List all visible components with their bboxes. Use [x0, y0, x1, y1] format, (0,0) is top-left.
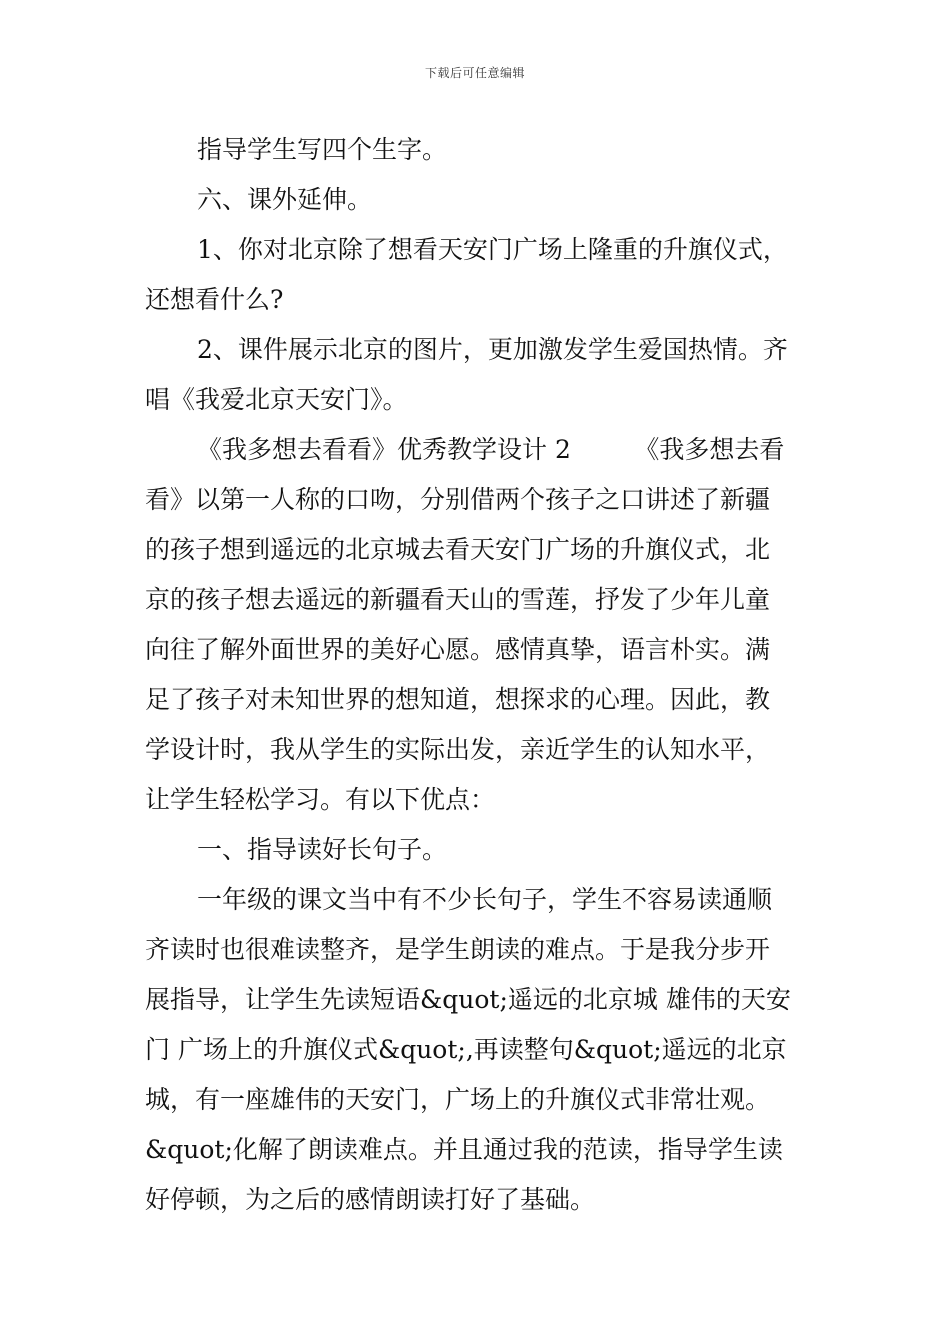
paragraph-line: 好停顿，为之后的感情朗读打好了基础。: [145, 1185, 596, 1214]
paragraph-line: 齐读时也很难读整齐，是学生朗读的难点。于是我分步开: [145, 935, 771, 964]
paragraph-line: 的孩子想到遥远的北京城去看天安门广场的升旗仪式，北: [145, 535, 771, 564]
page-header: 下载后可任意编辑: [424, 66, 525, 80]
paragraph-line: 让学生轻松学习。有以下优点：: [145, 785, 496, 814]
paragraph-line: 学设计时，我从学生的实际出发，亲近学生的认知水平，: [145, 735, 771, 764]
paragraph-line: 指导学生写四个生字。: [197, 135, 448, 164]
paragraph-line: 京的孩子想去遥远的新疆看天山的雪莲，抒发了少年儿童: [145, 585, 771, 614]
paragraph-line: 一年级的课文当中有不少长句子，学生不容易读通顺: [197, 885, 773, 914]
paragraph-line: 还想看什么?: [145, 285, 284, 314]
section-heading: 一、指导读好长句子。: [197, 835, 448, 864]
section-heading: 六、课外延伸。: [197, 185, 373, 214]
paragraph-line: 门 广场上的升旗仪式&quot;,再读整句&quot;遥远的北京: [145, 1035, 787, 1064]
paragraph-line: 城，有一座雄伟的天安门，广场上的升旗仪式非常壮观。: [145, 1085, 771, 1114]
paragraph-line: 《我多想去看看》优秀教学设计 2 《我多想去看: [197, 435, 785, 464]
paragraph-line: 1、你对北京除了想看天安门广场上隆重的升旗仪式，: [197, 235, 788, 264]
paragraph-line: 2、课件展示北京的图片，更加激发学生爱国热情。齐: [197, 335, 788, 364]
paragraph-line: 看》以第一人称的口吻，分别借两个孩子之口讲述了新疆: [145, 485, 771, 514]
paragraph-line: 展指导，让学生先读短语&quot;遥远的北京城 雄伟的天安: [145, 985, 791, 1014]
paragraph-line: 向往了解外面世界的美好心愿。感情真挚，语言朴实。满: [145, 635, 771, 664]
paragraph-line: 足了孩子对未知世界的想知道，想探求的心理。因此，教: [145, 685, 771, 714]
paragraph-line: 唱《我爱北京天安门》。: [145, 385, 408, 414]
paragraph-line: &quot;化解了朗读难点。并且通过我的范读，指导学生读: [145, 1135, 783, 1164]
